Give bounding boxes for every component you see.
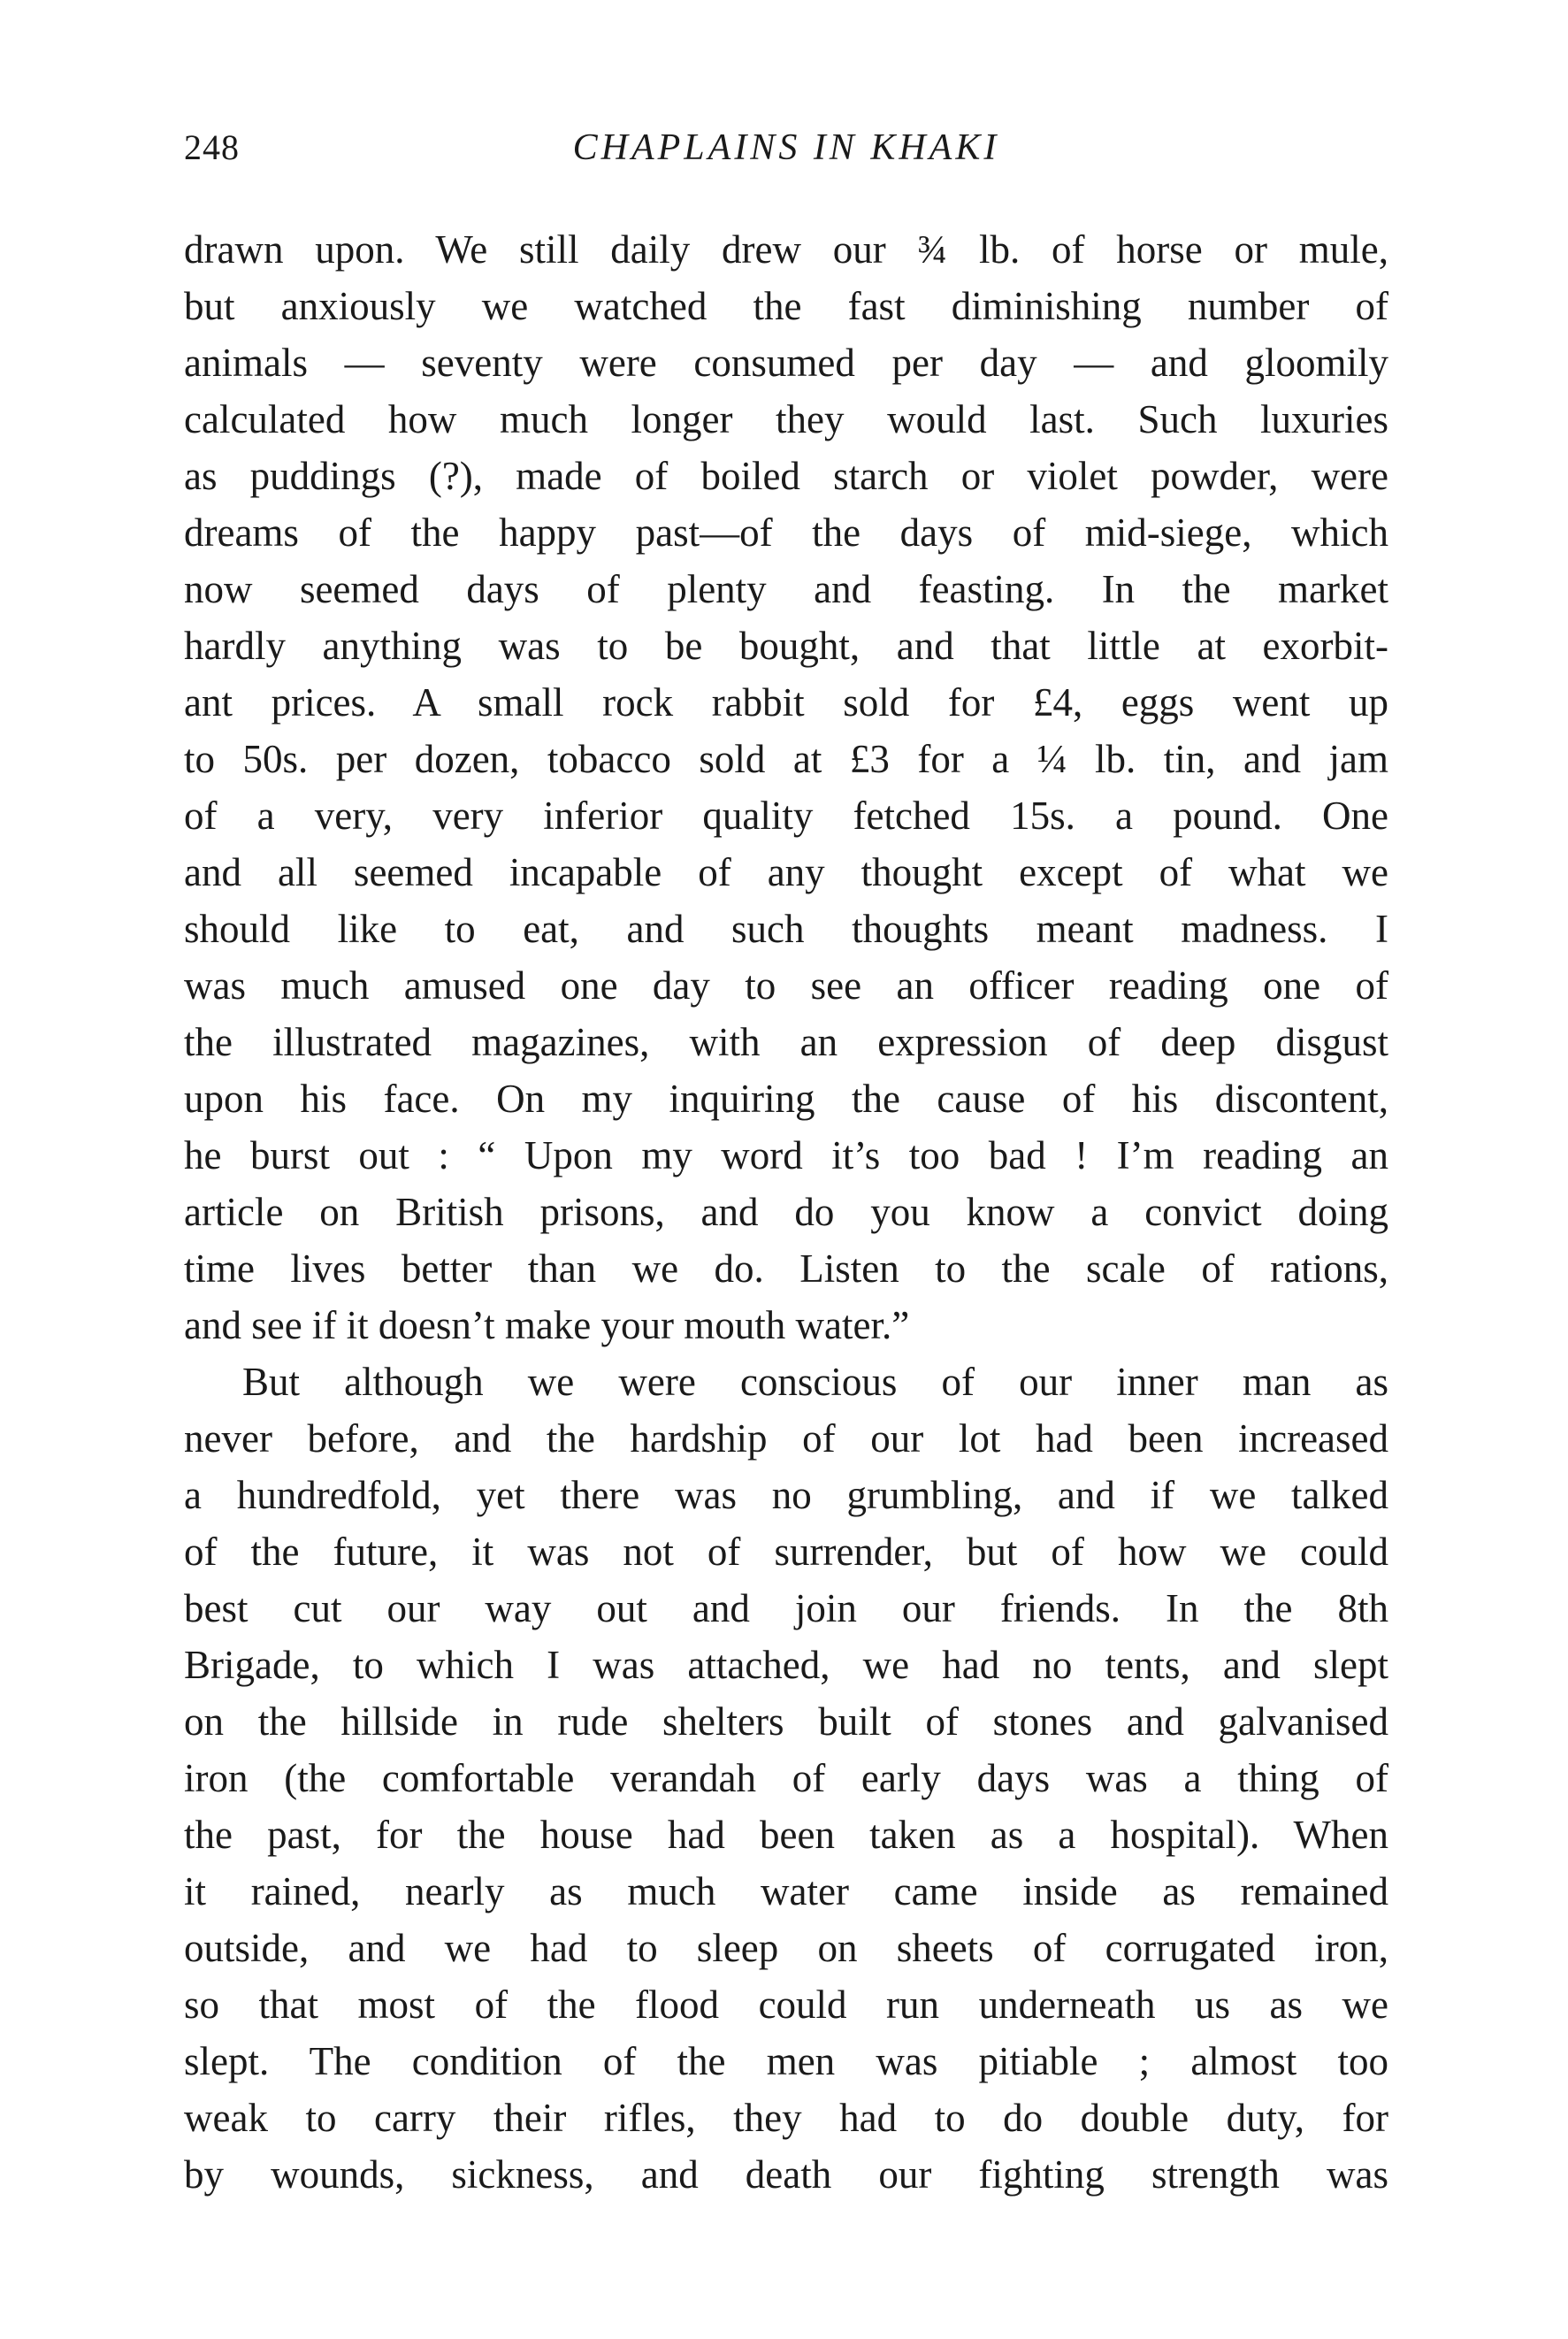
text-line: outside, and we had to sleep on sheets of corrugated iron, xyxy=(184,1926,1388,1970)
text-line: animals — seventy were consumed per day — and gloomily xyxy=(184,341,1388,385)
running-title: CHAPLAINS IN KHAKI xyxy=(572,127,1000,168)
text-line: hardly anything was to be bought, and that little at exorbit- xyxy=(184,624,1388,668)
text-line: calculated how much longer they would last. Such luxuries xyxy=(184,397,1388,441)
text-line: Brigade, to which I was attached, we had no tents, and slept xyxy=(184,1643,1388,1687)
text-line: as puddings (?), made of boiled starch or violet powder, were xyxy=(184,454,1388,498)
text-line: on the hillside in rude shelters built of stones and galvanised xyxy=(184,1699,1388,1744)
text-line: the illustrated magazines, with an expression of deep disgust xyxy=(184,1020,1388,1064)
text-line: of the future, it was not of surrender, but of how we could xyxy=(184,1530,1388,1574)
text-line: slept. The condition of the men was pitiable ; almost too xyxy=(184,2039,1388,2083)
text-line: but anxiously we watched the fast diminishing number of xyxy=(184,284,1388,328)
text-line: to 50s. per dozen, tobacco sold at £3 for a ¼ lb. tin, and jam xyxy=(184,737,1388,781)
text-line: never before, and the hardship of our lot had been increased xyxy=(184,1416,1388,1461)
text-line: But although we were conscious of our inner man as xyxy=(242,1360,1388,1404)
text-line: a hundredfold, yet there was no grumbling, and if we talked xyxy=(184,1473,1388,1517)
page-number: 248 xyxy=(184,127,240,167)
text-line: it rained, nearly as much water came inside as remained xyxy=(184,1869,1388,1913)
text-line: should like to eat, and such thoughts meant madness. I xyxy=(184,907,1388,951)
text-line: ant prices. A small rock rabbit sold for £4, eggs went up xyxy=(184,680,1388,725)
text-line: of a very, very inferior quality fetched 15s. a pound. One xyxy=(184,794,1388,838)
text-line: weak to carry their rifles, they had to do double duty, for xyxy=(184,2096,1388,2140)
running-head xyxy=(184,127,1388,180)
body-text xyxy=(184,221,1388,2203)
text-line: was much amused one day to see an officer reading one of xyxy=(184,963,1388,1008)
text-line: dreams of the happy past—of the days of mid-siege, which xyxy=(184,510,1388,555)
text-line: the past, for the house had been taken as a hospital). When xyxy=(184,1813,1388,1857)
text-line: iron (the comfortable verandah of early days was a thing of xyxy=(184,1756,1388,1800)
paragraph-1 xyxy=(184,221,1388,1354)
text-line: now seemed days of plenty and feasting. In the market xyxy=(184,567,1388,611)
text-line: upon his face. On my inquiring the cause of his discontent, xyxy=(184,1077,1388,1121)
text-line: and all seemed incapable of any thought except of what we xyxy=(184,850,1388,894)
text-line: article on British prisons, and do you know a convict doing xyxy=(184,1190,1388,1234)
text-line: and see if it doesn’t make your mouth water.” xyxy=(184,1303,910,1347)
text-line: drawn upon. We still daily drew our ¾ lb. of horse or mule, xyxy=(184,227,1388,272)
text-line: so that most of the flood could run underneath us as we xyxy=(184,1982,1388,2027)
text-line: time lives better than we do. Listen to the scale of rations, xyxy=(184,1246,1388,1291)
text-line: by wounds, sickness, and death our fighting strength was xyxy=(184,2152,1388,2197)
text-line: best cut our way out and join our friends. In the 8th xyxy=(184,1586,1388,1630)
paragraph-2 xyxy=(184,1354,1388,2203)
text-line: he burst out : “ Upon my word it’s too bad ! I’m reading an xyxy=(184,1133,1388,1177)
